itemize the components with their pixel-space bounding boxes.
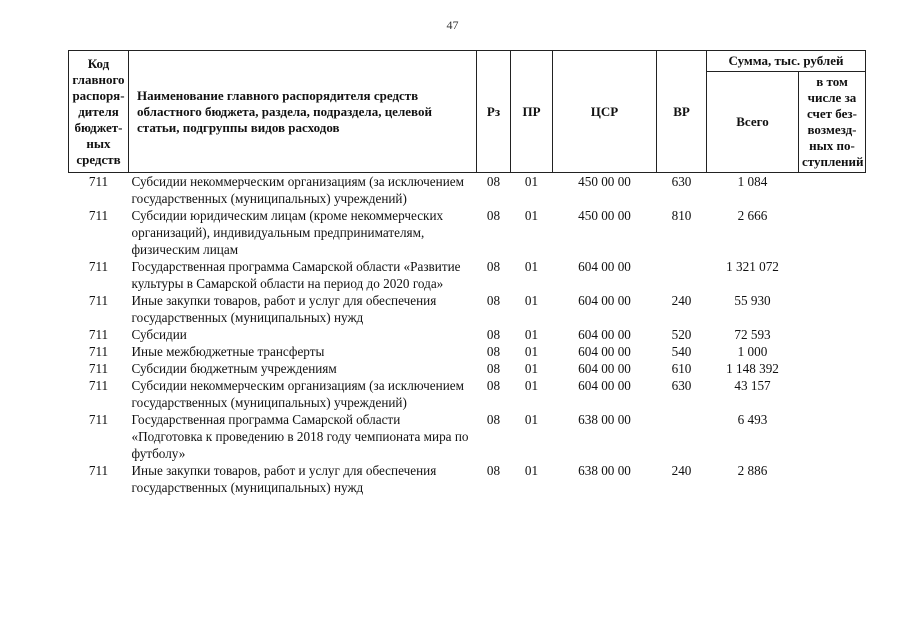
table-row bbox=[69, 207, 866, 258]
row-pr: 01 bbox=[524, 412, 539, 427]
row-csr: 604 00 00 bbox=[578, 259, 631, 274]
row-name: Иные межбюджетные трансферты bbox=[131, 344, 325, 359]
row-total: 43 157 bbox=[734, 378, 771, 393]
row-code: 711 bbox=[88, 293, 109, 308]
row-rz: 08 bbox=[486, 293, 501, 308]
row-code: 711 bbox=[88, 463, 109, 478]
row-rz: 08 bbox=[486, 208, 501, 223]
row-rz: 08 bbox=[486, 463, 501, 478]
row-pr: 01 bbox=[524, 174, 539, 189]
table-row bbox=[69, 360, 866, 377]
row-gratuitous bbox=[799, 411, 866, 462]
row-name: Субсидии юридическим лицам (кроме некоммерческих организаций), индивидуальным предпринимателям, физическим лицам bbox=[131, 208, 444, 257]
row-vr: 630 bbox=[671, 378, 692, 393]
budget-table bbox=[68, 50, 866, 496]
row-total: 6 493 bbox=[737, 412, 768, 427]
row-pr: 01 bbox=[524, 361, 539, 376]
row-total: 1 000 bbox=[737, 344, 768, 359]
row-gratuitous bbox=[799, 462, 866, 496]
row-name: Субсидии некоммерческим организациям (за исключением государственных (муниципальных) учреждений) bbox=[131, 378, 464, 410]
header-code: Код главного распоря-дителя бюджет-ных средств bbox=[69, 51, 129, 173]
row-csr: 604 00 00 bbox=[578, 293, 631, 308]
header-rz: Рз bbox=[477, 51, 511, 173]
row-csr: 638 00 00 bbox=[578, 463, 631, 478]
row-gratuitous bbox=[799, 258, 866, 292]
row-pr: 01 bbox=[524, 327, 539, 342]
row-pr: 01 bbox=[524, 463, 539, 478]
row-code: 711 bbox=[88, 412, 109, 427]
row-code: 711 bbox=[88, 259, 109, 274]
row-gratuitous bbox=[799, 377, 866, 411]
row-csr: 604 00 00 bbox=[578, 361, 631, 376]
row-csr: 604 00 00 bbox=[578, 344, 631, 359]
row-name: Государственная программа Самарской области «Развитие культуры в Самарской области на период до 2020 года» bbox=[131, 259, 461, 291]
table-row bbox=[69, 377, 866, 411]
row-name: Субсидии бюджетным учреждениям bbox=[131, 361, 337, 376]
table-row bbox=[69, 258, 866, 292]
header-sum: Сумма, тыс. рублей bbox=[707, 51, 866, 72]
row-pr: 01 bbox=[524, 208, 539, 223]
row-total: 1 321 072 bbox=[726, 259, 779, 274]
row-code: 711 bbox=[88, 344, 109, 359]
table-row bbox=[69, 343, 866, 360]
table-row bbox=[69, 411, 866, 462]
row-name: Государственная программа Самарской области «Подготовка к проведению в 2018 году чемпионата мира по футболу» bbox=[131, 412, 469, 461]
row-total: 1 084 bbox=[737, 174, 768, 189]
row-rz: 08 bbox=[486, 327, 501, 342]
header-pr: ПР bbox=[511, 51, 553, 173]
header-name: Наименование главного распорядителя средств областного бюджета, раздела, подраздела, целевой статьи, подгруппы видов расходов bbox=[129, 51, 477, 173]
row-code: 711 bbox=[88, 174, 109, 189]
table-row bbox=[69, 173, 866, 208]
row-rz: 08 bbox=[486, 259, 501, 274]
row-gratuitous bbox=[799, 326, 866, 343]
header-vr: ВР bbox=[657, 51, 707, 173]
row-total: 2 666 bbox=[737, 208, 768, 223]
row-total: 2 886 bbox=[737, 463, 768, 478]
table-row bbox=[69, 326, 866, 343]
row-code: 711 bbox=[88, 208, 109, 223]
table-row bbox=[69, 292, 866, 326]
row-pr: 01 bbox=[524, 378, 539, 393]
row-code: 711 bbox=[88, 378, 109, 393]
row-pr: 01 bbox=[524, 293, 539, 308]
row-vr: 520 bbox=[671, 327, 692, 342]
row-pr: 01 bbox=[524, 344, 539, 359]
row-code: 711 bbox=[88, 361, 109, 376]
row-vr: 630 bbox=[671, 174, 692, 189]
table-header bbox=[69, 51, 866, 173]
row-name: Иные закупки товаров, работ и услуг для обеспечения государственных (муниципальных) нужд bbox=[131, 293, 437, 325]
row-vr: 240 bbox=[671, 463, 692, 478]
row-rz: 08 bbox=[486, 361, 501, 376]
header-total: Всего bbox=[707, 72, 799, 173]
row-csr: 604 00 00 bbox=[578, 327, 631, 342]
header-gratuitous: в том числе за счет без-возмезд-ных по-ступлений bbox=[799, 72, 866, 173]
row-total: 55 930 bbox=[734, 293, 771, 308]
row-rz: 08 bbox=[486, 378, 501, 393]
row-total: 72 593 bbox=[734, 327, 771, 342]
row-vr bbox=[657, 258, 707, 292]
row-csr: 450 00 00 bbox=[578, 174, 631, 189]
header-csr: ЦСР bbox=[553, 51, 657, 173]
row-vr bbox=[657, 411, 707, 462]
row-pr: 01 bbox=[524, 259, 539, 274]
row-csr: 604 00 00 bbox=[578, 378, 631, 393]
row-vr: 240 bbox=[671, 293, 692, 308]
row-code: 711 bbox=[88, 327, 109, 342]
row-gratuitous bbox=[799, 360, 866, 377]
row-rz: 08 bbox=[486, 174, 501, 189]
row-rz: 08 bbox=[486, 344, 501, 359]
row-name: Субсидии bbox=[131, 327, 187, 342]
row-gratuitous bbox=[799, 173, 866, 208]
row-name: Субсидии некоммерческим организациям (за исключением государственных (муниципальных) учреждений) bbox=[131, 174, 464, 206]
row-gratuitous bbox=[799, 343, 866, 360]
row-gratuitous bbox=[799, 207, 866, 258]
row-total: 1 148 392 bbox=[726, 361, 779, 376]
page-number: 47 bbox=[446, 18, 459, 32]
row-vr: 610 bbox=[671, 361, 692, 376]
table-row bbox=[69, 462, 866, 496]
row-csr: 450 00 00 bbox=[578, 208, 631, 223]
row-csr: 638 00 00 bbox=[578, 412, 631, 427]
row-rz: 08 bbox=[486, 412, 501, 427]
row-gratuitous bbox=[799, 292, 866, 326]
row-vr: 810 bbox=[671, 208, 692, 223]
table-body bbox=[69, 173, 866, 497]
row-vr: 540 bbox=[671, 344, 692, 359]
row-name: Иные закупки товаров, работ и услуг для обеспечения государственных (муниципальных) нужд bbox=[131, 463, 437, 495]
